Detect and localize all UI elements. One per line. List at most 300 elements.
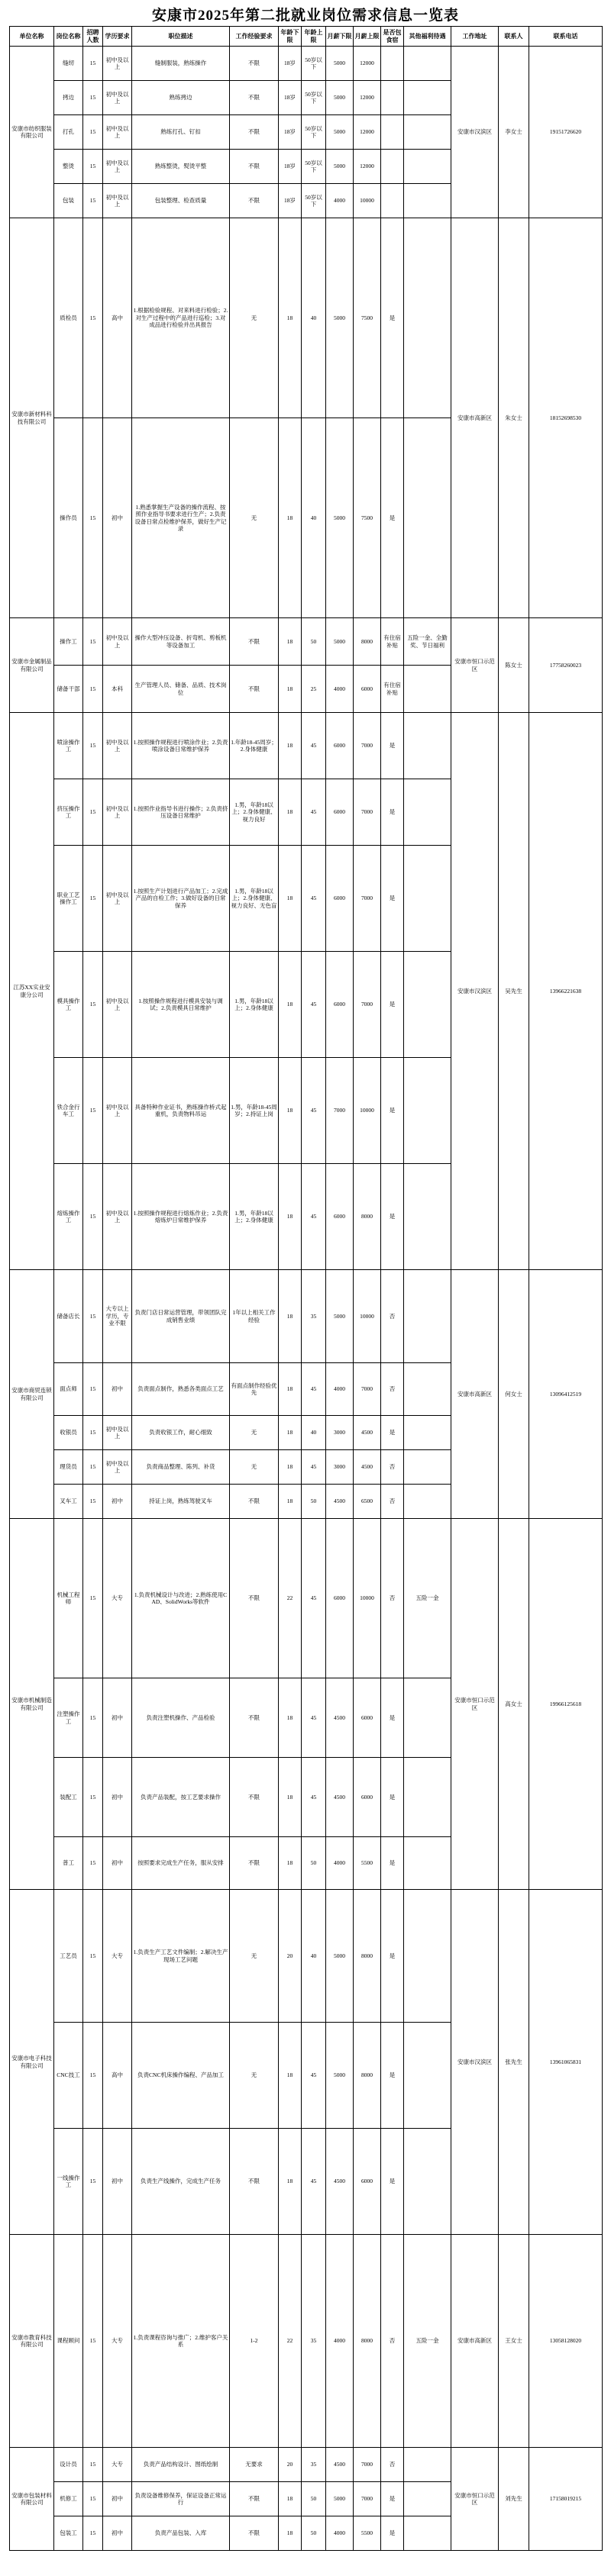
company-cell: 安康市电子科技有限公司 bbox=[10, 1890, 54, 2235]
age-max-cell: 45 bbox=[302, 713, 326, 779]
board-cell: 是 bbox=[381, 1890, 404, 2023]
age-min-cell: 18 bbox=[279, 418, 302, 618]
phone-cell: 18152698530 bbox=[529, 218, 603, 618]
table-row bbox=[10, 1270, 603, 1363]
age-max-cell: 45 bbox=[302, 1058, 326, 1164]
salary-max-cell: 7500 bbox=[354, 418, 381, 618]
company-cell: 安康市新材料科技有限公司 bbox=[10, 218, 54, 618]
contact-cell: 李女士 bbox=[499, 47, 529, 218]
experience-cell: 1.年龄18-45周岁；2.身体健康 bbox=[230, 713, 279, 779]
age-max-cell: 45 bbox=[302, 1678, 326, 1758]
description-cell: 缝制服装，熟练操作 bbox=[132, 47, 230, 81]
experience-cell: 无 bbox=[230, 1416, 279, 1450]
benefits-cell bbox=[404, 713, 451, 779]
education-cell: 初中及以上 bbox=[103, 846, 132, 952]
education-cell: 大专以上学历，专业不限 bbox=[103, 1270, 132, 1363]
board-cell: 是 bbox=[381, 1164, 404, 1270]
experience-cell: 不限 bbox=[230, 1837, 279, 1890]
education-cell: 初中及以上 bbox=[103, 150, 132, 184]
age-max-cell: 50岁以下 bbox=[302, 47, 326, 81]
age-min-cell: 18 bbox=[279, 1363, 302, 1416]
benefits-cell bbox=[404, 1164, 451, 1270]
salary-min-cell: 5000 bbox=[326, 418, 354, 618]
education-cell: 初中及以上 bbox=[103, 1416, 132, 1450]
salary-max-cell: 6000 bbox=[354, 1678, 381, 1758]
age-min-cell: 18 bbox=[279, 2129, 302, 2235]
education-cell: 初中及以上 bbox=[103, 1164, 132, 1270]
board-cell: 是 bbox=[381, 952, 404, 1058]
education-cell: 初中及以上 bbox=[103, 81, 132, 115]
headcount-cell: 15 bbox=[83, 2129, 103, 2235]
board-cell: 是 bbox=[381, 1678, 404, 1758]
board-cell: 是 bbox=[381, 1758, 404, 1837]
salary-min-cell: 5000 bbox=[326, 2482, 354, 2516]
salary-max-cell: 5500 bbox=[354, 2516, 381, 2551]
salary-max-cell: 7000 bbox=[354, 952, 381, 1058]
benefits-cell bbox=[404, 779, 451, 846]
experience-cell: 1.男，年龄18以上；2.身体健康、视力良好 bbox=[230, 779, 279, 846]
education-cell: 大专 bbox=[103, 1890, 132, 2023]
salary-min-cell: 6000 bbox=[326, 713, 354, 779]
description-cell: 1.负责课程咨询与推广；2.维护客户关系 bbox=[132, 2235, 230, 2448]
company-cell: 安康市教育科技有限公司 bbox=[10, 2235, 54, 2448]
age-min-cell: 20 bbox=[279, 1890, 302, 2023]
headcount-cell: 15 bbox=[83, 952, 103, 1058]
description-cell: 负责设备维修保养，保证设备正常运行 bbox=[132, 2482, 230, 2516]
description-cell: 负责CNC机床操作编程、产品加工 bbox=[132, 2023, 230, 2129]
table-row bbox=[10, 618, 603, 666]
phone-cell: 19151726620 bbox=[529, 47, 603, 218]
age-min-cell: 18 bbox=[279, 218, 302, 418]
education-cell: 初中及以上 bbox=[103, 184, 132, 218]
description-cell: 负责商品整理、陈列、补货 bbox=[132, 1450, 230, 1485]
salary-max-cell: 12000 bbox=[354, 81, 381, 115]
phone-cell: 19966125618 bbox=[529, 1519, 603, 1890]
age-max-cell: 50岁以下 bbox=[302, 81, 326, 115]
age-min-cell: 18 bbox=[279, 1416, 302, 1450]
experience-cell: 1年以上相关工作经验 bbox=[230, 1270, 279, 1363]
education-cell: 初中 bbox=[103, 2482, 132, 2516]
experience-cell: 不限 bbox=[230, 115, 279, 150]
experience-cell: 无 bbox=[230, 418, 279, 618]
job-title-cell: 包装工 bbox=[54, 2516, 83, 2551]
phone-cell: 13966221638 bbox=[529, 713, 603, 1270]
age-max-cell: 25 bbox=[302, 666, 326, 713]
experience-cell: 不限 bbox=[230, 81, 279, 115]
salary-max-cell: 6000 bbox=[354, 2129, 381, 2235]
benefits-cell bbox=[404, 184, 451, 218]
job-title-cell: 收银员 bbox=[54, 1416, 83, 1450]
age-min-cell: 18岁 bbox=[279, 150, 302, 184]
description-cell: 熟练整烫，熨烫平整 bbox=[132, 150, 230, 184]
description-cell: 1.按照操作规程进行熔炼作业；2.负责熔炼炉日常维护保养 bbox=[132, 1164, 230, 1270]
job-title-cell: 一线操作工 bbox=[54, 2129, 83, 2235]
job-title-cell: 喷涂操作工 bbox=[54, 713, 83, 779]
salary-max-cell: 7000 bbox=[354, 846, 381, 952]
headcount-cell: 15 bbox=[83, 2516, 103, 2551]
education-cell: 初中 bbox=[103, 2129, 132, 2235]
benefits-cell bbox=[404, 1450, 451, 1485]
age-min-cell: 18 bbox=[279, 1758, 302, 1837]
salary-min-cell: 5000 bbox=[326, 218, 354, 418]
table-row bbox=[10, 713, 603, 779]
salary-max-cell: 4500 bbox=[354, 1450, 381, 1485]
experience-cell: 不限 bbox=[230, 618, 279, 666]
age-min-cell: 18岁 bbox=[279, 47, 302, 81]
benefits-cell bbox=[404, 952, 451, 1058]
experience-cell: 有面点制作经验优先 bbox=[230, 1363, 279, 1416]
job-title-cell: 操作员 bbox=[54, 418, 83, 618]
job-title-cell: 机械工程师 bbox=[54, 1519, 83, 1678]
description-cell: 1.按照生产计划进行产品加工；2.完成产品的自检工作；3.做好设备的日常保养 bbox=[132, 846, 230, 952]
benefits-cell bbox=[404, 846, 451, 952]
job-title-cell: 职业工艺操作工 bbox=[54, 846, 83, 952]
benefits-cell bbox=[404, 666, 451, 713]
salary-max-cell: 10000 bbox=[354, 1519, 381, 1678]
description-cell: 负责产品装配，按工艺要求操作 bbox=[132, 1758, 230, 1837]
salary-max-cell: 6000 bbox=[354, 666, 381, 713]
headcount-cell: 15 bbox=[83, 418, 103, 618]
salary-max-cell: 5500 bbox=[354, 1837, 381, 1890]
board-cell: 否 bbox=[381, 1363, 404, 1416]
salary-min-cell: 6000 bbox=[326, 779, 354, 846]
contact-cell: 吴先生 bbox=[499, 713, 529, 1270]
headcount-cell: 15 bbox=[83, 1837, 103, 1890]
experience-cell: 不限 bbox=[230, 2516, 279, 2551]
headcount-cell: 15 bbox=[83, 1758, 103, 1837]
job-title-cell: 叉车工 bbox=[54, 1485, 83, 1519]
age-max-cell: 45 bbox=[302, 1450, 326, 1485]
education-cell: 大专 bbox=[103, 2448, 132, 2482]
board-cell: 否 bbox=[381, 1270, 404, 1363]
education-cell: 大专 bbox=[103, 2235, 132, 2448]
headcount-cell: 15 bbox=[83, 2023, 103, 2129]
age-max-cell: 50岁以下 bbox=[302, 150, 326, 184]
salary-max-cell: 8000 bbox=[354, 2023, 381, 2129]
description-cell: 1.按照作业指导书进行操作；2.负责挤压设备日常维护 bbox=[132, 779, 230, 846]
salary-max-cell: 7000 bbox=[354, 1363, 381, 1416]
header-cell: 职位描述 bbox=[132, 27, 230, 47]
education-cell: 初中 bbox=[103, 1837, 132, 1890]
company-cell: 江苏XX实业安康分公司 bbox=[10, 713, 54, 1270]
headcount-cell: 15 bbox=[83, 1485, 103, 1519]
header-cell: 岗位名称 bbox=[54, 27, 83, 47]
contact-cell: 刘先生 bbox=[499, 2448, 529, 2551]
job-title-cell: 工艺员 bbox=[54, 1890, 83, 2023]
age-min-cell: 18 bbox=[279, 1485, 302, 1519]
salary-min-cell: 3000 bbox=[326, 1416, 354, 1450]
board-cell bbox=[381, 81, 404, 115]
age-max-cell: 40 bbox=[302, 418, 326, 618]
age-min-cell: 18 bbox=[279, 1837, 302, 1890]
description-cell: 包装整理、检查质量 bbox=[132, 184, 230, 218]
address-cell: 安康市高新区 bbox=[451, 218, 499, 618]
age-min-cell: 18岁 bbox=[279, 81, 302, 115]
description-cell: 持证上岗，熟练驾驶叉车 bbox=[132, 1485, 230, 1519]
header-cell: 是否包食宿 bbox=[381, 27, 404, 47]
contact-cell: 张先生 bbox=[499, 1890, 529, 2235]
job-title-cell: CNC技工 bbox=[54, 2023, 83, 2129]
job-title-cell: 课程顾问 bbox=[54, 2235, 83, 2448]
benefits-cell bbox=[404, 1678, 451, 1758]
experience-cell: 1.男，年龄18以上；2.身体健康、视力良好、无色盲 bbox=[230, 846, 279, 952]
phone-cell: 17158019215 bbox=[529, 2448, 603, 2551]
age-max-cell: 45 bbox=[302, 1758, 326, 1837]
salary-max-cell: 7000 bbox=[354, 779, 381, 846]
age-max-cell: 45 bbox=[302, 1519, 326, 1678]
table-row bbox=[10, 1890, 603, 2023]
age-max-cell: 50 bbox=[302, 618, 326, 666]
headcount-cell: 15 bbox=[83, 1519, 103, 1678]
header-cell: 月薪上限 bbox=[354, 27, 381, 47]
header-cell: 单位名称 bbox=[10, 27, 54, 47]
description-cell: 按照要求完成生产任务，服从安排 bbox=[132, 1837, 230, 1890]
age-max-cell: 50 bbox=[302, 2516, 326, 2551]
headcount-cell: 15 bbox=[83, 618, 103, 666]
board-cell: 有住宿补贴 bbox=[381, 666, 404, 713]
board-cell bbox=[381, 115, 404, 150]
headcount-cell: 15 bbox=[83, 1416, 103, 1450]
salary-min-cell: 5000 bbox=[326, 2023, 354, 2129]
phone-cell: 17758260023 bbox=[529, 618, 603, 713]
benefits-cell: 五险一金、全勤奖、节日福利 bbox=[404, 618, 451, 666]
education-cell: 初中 bbox=[103, 1758, 132, 1837]
benefits-cell bbox=[404, 1758, 451, 1837]
salary-max-cell: 8000 bbox=[354, 1890, 381, 2023]
board-cell: 否 bbox=[381, 1519, 404, 1678]
salary-min-cell: 4500 bbox=[326, 1758, 354, 1837]
education-cell: 大专 bbox=[103, 1519, 132, 1678]
benefits-cell bbox=[404, 1416, 451, 1450]
job-title-cell: 面点师 bbox=[54, 1363, 83, 1416]
address-cell: 安康市恒口示范区 bbox=[451, 1519, 499, 1890]
experience-cell: 无 bbox=[230, 218, 279, 418]
job-table bbox=[9, 26, 603, 2551]
experience-cell: 不限 bbox=[230, 150, 279, 184]
job-title-cell: 拷边 bbox=[54, 81, 83, 115]
headcount-cell: 15 bbox=[83, 666, 103, 713]
salary-max-cell: 8000 bbox=[354, 2235, 381, 2448]
age-max-cell: 45 bbox=[302, 779, 326, 846]
education-cell: 初中及以上 bbox=[103, 713, 132, 779]
salary-min-cell: 4500 bbox=[326, 1678, 354, 1758]
education-cell: 本科 bbox=[103, 666, 132, 713]
header-cell: 招聘人数 bbox=[83, 27, 103, 47]
headcount-cell: 15 bbox=[83, 184, 103, 218]
age-min-cell: 18岁 bbox=[279, 184, 302, 218]
experience-cell: 无 bbox=[230, 1890, 279, 2023]
experience-cell: 不限 bbox=[230, 666, 279, 713]
job-title-cell: 机修工 bbox=[54, 2482, 83, 2516]
salary-min-cell: 4500 bbox=[326, 2448, 354, 2482]
experience-cell: 无 bbox=[230, 1450, 279, 1485]
age-max-cell: 50 bbox=[302, 2482, 326, 2516]
headcount-cell: 15 bbox=[83, 713, 103, 779]
salary-min-cell: 5000 bbox=[326, 1270, 354, 1363]
header-cell: 联系人 bbox=[499, 27, 529, 47]
description-cell: 负责收银工作，耐心细致 bbox=[132, 1416, 230, 1450]
job-title-cell: 储备干部 bbox=[54, 666, 83, 713]
experience-cell: 不限 bbox=[230, 1678, 279, 1758]
board-cell: 是 bbox=[381, 218, 404, 418]
job-title-cell: 质检员 bbox=[54, 218, 83, 418]
company-cell: 安康市机械制造有限公司 bbox=[10, 1519, 54, 1890]
headcount-cell: 15 bbox=[83, 47, 103, 81]
description-cell: 1.负责机械设计与改进；2.熟练使用CAD、SolidWorks等软件 bbox=[132, 1519, 230, 1678]
benefits-cell bbox=[404, 2129, 451, 2235]
headcount-cell: 15 bbox=[83, 81, 103, 115]
phone-cell: 13096412519 bbox=[529, 1270, 603, 1519]
address-cell: 安康市汉滨区 bbox=[451, 713, 499, 1270]
benefits-cell bbox=[404, 2448, 451, 2482]
job-title-cell: 理货员 bbox=[54, 1450, 83, 1485]
job-title-cell: 铁合金行车工 bbox=[54, 1058, 83, 1164]
job-title-cell: 模具操作工 bbox=[54, 952, 83, 1058]
age-max-cell: 40 bbox=[302, 218, 326, 418]
headcount-cell: 15 bbox=[83, 779, 103, 846]
salary-max-cell: 10000 bbox=[354, 1058, 381, 1164]
job-title-cell: 挤压操作工 bbox=[54, 779, 83, 846]
header-cell: 其他福利待遇 bbox=[404, 27, 451, 47]
description-cell: 负责注塑机操作、产品检验 bbox=[132, 1678, 230, 1758]
description-cell: 操作大型冲压设备、折弯机、剪板机等设备加工 bbox=[132, 618, 230, 666]
board-cell: 否 bbox=[381, 2448, 404, 2482]
age-min-cell: 18岁 bbox=[279, 115, 302, 150]
description-cell: 1.熟悉掌握生产设备的操作流程、按照作业指导书要求进行生产；2.负责设备日常点检维护保养，做好生产记录 bbox=[132, 418, 230, 618]
address-cell: 安康市恒口示范区 bbox=[451, 2448, 499, 2551]
salary-max-cell: 10000 bbox=[354, 184, 381, 218]
headcount-cell: 15 bbox=[83, 1450, 103, 1485]
board-cell: 是 bbox=[381, 2129, 404, 2235]
headcount-cell: 15 bbox=[83, 218, 103, 418]
board-cell: 有住宿补贴 bbox=[381, 618, 404, 666]
salary-max-cell: 7000 bbox=[354, 2482, 381, 2516]
benefits-cell bbox=[404, 2516, 451, 2551]
education-cell: 初中及以上 bbox=[103, 618, 132, 666]
age-min-cell: 18 bbox=[279, 2516, 302, 2551]
salary-min-cell: 5000 bbox=[326, 47, 354, 81]
salary-min-cell: 4000 bbox=[326, 2235, 354, 2448]
experience-cell: 不限 bbox=[230, 1758, 279, 1837]
salary-min-cell: 5000 bbox=[326, 618, 354, 666]
salary-min-cell: 6000 bbox=[326, 1519, 354, 1678]
page-title: 安康市2025年第二批就业岗位需求信息一览表 bbox=[151, 8, 459, 24]
header-cell: 年龄上限 bbox=[302, 27, 326, 47]
salary-min-cell: 6000 bbox=[326, 846, 354, 952]
age-min-cell: 18 bbox=[279, 952, 302, 1058]
board-cell: 是 bbox=[381, 418, 404, 618]
age-min-cell: 22 bbox=[279, 1519, 302, 1678]
header-cell: 联系电话 bbox=[529, 27, 603, 47]
salary-max-cell: 6000 bbox=[354, 1758, 381, 1837]
salary-max-cell: 10000 bbox=[354, 1270, 381, 1363]
table-row bbox=[10, 1519, 603, 1678]
education-cell: 初中 bbox=[103, 1363, 132, 1416]
age-min-cell: 18 bbox=[279, 2482, 302, 2516]
headcount-cell: 15 bbox=[83, 2235, 103, 2448]
benefits-cell bbox=[404, 418, 451, 618]
education-cell: 初中 bbox=[103, 1678, 132, 1758]
salary-max-cell: 12000 bbox=[354, 115, 381, 150]
salary-min-cell: 4000 bbox=[326, 1837, 354, 1890]
contact-cell: 何女士 bbox=[499, 1270, 529, 1519]
headcount-cell: 15 bbox=[83, 1058, 103, 1164]
headcount-cell: 15 bbox=[83, 115, 103, 150]
age-min-cell: 18 bbox=[279, 666, 302, 713]
experience-cell: 不限 bbox=[230, 184, 279, 218]
age-max-cell: 45 bbox=[302, 2023, 326, 2129]
description-cell: 1.按照操作规程进行模具安装与调试；2.负责模具日常维护 bbox=[132, 952, 230, 1058]
header-cell: 学历要求 bbox=[103, 27, 132, 47]
address-cell: 安康市高新区 bbox=[451, 2235, 499, 2448]
experience-cell: 不限 bbox=[230, 1485, 279, 1519]
age-min-cell: 20 bbox=[279, 2448, 302, 2482]
benefits-cell bbox=[404, 1890, 451, 2023]
header-cell: 工作地址 bbox=[451, 27, 499, 47]
benefits-cell bbox=[404, 1058, 451, 1164]
age-max-cell: 50岁以下 bbox=[302, 115, 326, 150]
benefits-cell bbox=[404, 2482, 451, 2516]
education-cell: 高中 bbox=[103, 2023, 132, 2129]
salary-max-cell: 4500 bbox=[354, 1416, 381, 1450]
salary-min-cell: 4500 bbox=[326, 2129, 354, 2235]
benefits-cell: 五险一金 bbox=[404, 2235, 451, 2448]
headcount-cell: 15 bbox=[83, 2482, 103, 2516]
salary-max-cell: 12000 bbox=[354, 150, 381, 184]
header-cell: 年龄下限 bbox=[279, 27, 302, 47]
salary-min-cell: 3000 bbox=[326, 1450, 354, 1485]
education-cell: 初中及以上 bbox=[103, 47, 132, 81]
board-cell: 否 bbox=[381, 2235, 404, 2448]
experience-cell: 不限 bbox=[230, 1519, 279, 1678]
education-cell: 初中 bbox=[103, 2516, 132, 2551]
table-row bbox=[10, 218, 603, 418]
job-title-cell: 设计员 bbox=[54, 2448, 83, 2482]
salary-max-cell: 6500 bbox=[354, 1485, 381, 1519]
benefits-cell bbox=[404, 150, 451, 184]
age-min-cell: 18 bbox=[279, 618, 302, 666]
headcount-cell: 15 bbox=[83, 846, 103, 952]
phone-cell: 13058128020 bbox=[529, 2235, 603, 2448]
age-max-cell: 45 bbox=[302, 2129, 326, 2235]
phone-cell: 13961065831 bbox=[529, 1890, 603, 2235]
benefits-cell bbox=[404, 1363, 451, 1416]
header-cell: 月薪下限 bbox=[326, 27, 354, 47]
description-cell: 1.负责生产工艺文件编制；2.解决生产现场工艺问题 bbox=[132, 1890, 230, 2023]
age-max-cell: 50 bbox=[302, 1485, 326, 1519]
salary-min-cell: 4000 bbox=[326, 666, 354, 713]
table-body bbox=[10, 47, 603, 2551]
board-cell: 否 bbox=[381, 1450, 404, 1485]
header-cell: 工作经验要求 bbox=[230, 27, 279, 47]
age-min-cell: 18 bbox=[279, 779, 302, 846]
job-title-cell: 操作工 bbox=[54, 618, 83, 666]
age-max-cell: 45 bbox=[302, 1363, 326, 1416]
salary-min-cell: 4000 bbox=[326, 2516, 354, 2551]
experience-cell: 1.男，年龄18-45周岁；2.持证上岗 bbox=[230, 1058, 279, 1164]
age-max-cell: 35 bbox=[302, 2235, 326, 2448]
age-max-cell: 45 bbox=[302, 1164, 326, 1270]
description-cell: 熟练打孔、钉扣 bbox=[132, 115, 230, 150]
age-max-cell: 45 bbox=[302, 846, 326, 952]
salary-min-cell: 5000 bbox=[326, 150, 354, 184]
job-title-cell: 注塑操作工 bbox=[54, 1678, 83, 1758]
salary-min-cell: 7000 bbox=[326, 1058, 354, 1164]
contact-cell: 高女士 bbox=[499, 1519, 529, 1890]
job-title-cell: 普工 bbox=[54, 1837, 83, 1890]
board-cell: 是 bbox=[381, 2482, 404, 2516]
experience-cell: 不限 bbox=[230, 2482, 279, 2516]
